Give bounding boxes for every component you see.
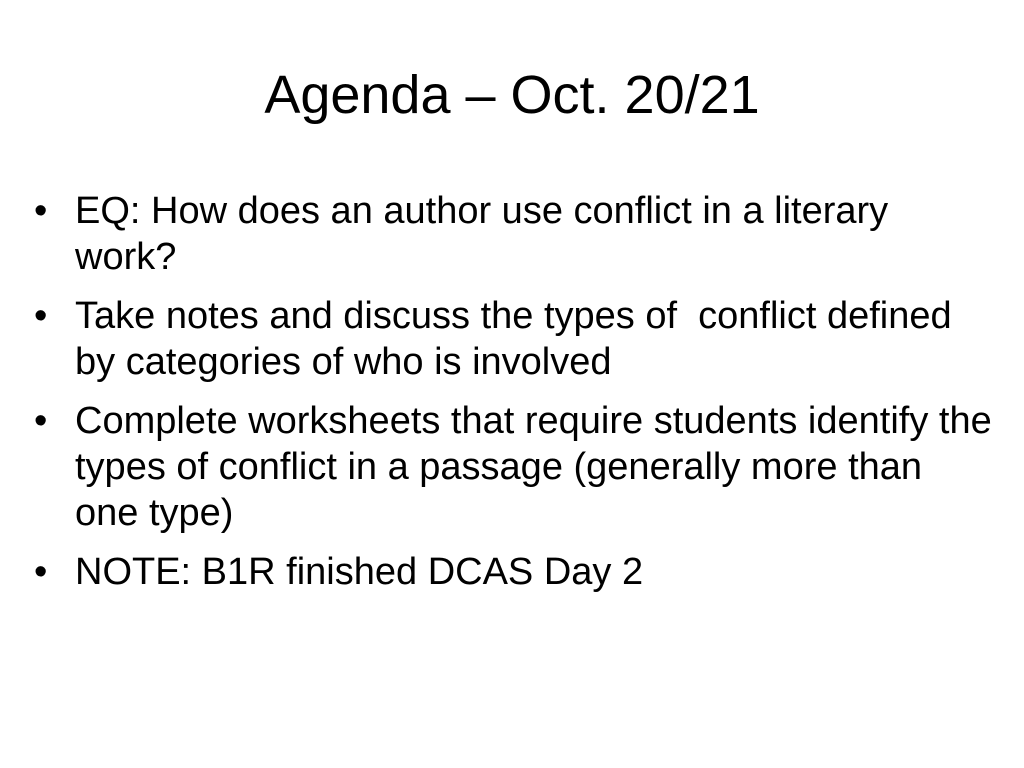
bullet-text: EQ: How does an author use conflict in a literary work? xyxy=(75,190,899,278)
bullet-item-note xyxy=(34,549,994,595)
bullet-dot-icon: • xyxy=(34,190,48,232)
bullet-item-worksheets xyxy=(34,398,1003,536)
bullet-item-notes xyxy=(34,293,994,385)
bullet-list xyxy=(34,188,1003,608)
bullet-dot-icon: • xyxy=(34,551,48,593)
bullet-dot-icon: • xyxy=(34,295,48,337)
bullet-item-eq xyxy=(34,188,994,280)
bullet-dot-icon: • xyxy=(34,400,48,442)
bullet-text: Take notes and discuss the types of conflict defined by categories of who is involved xyxy=(75,295,963,383)
slide-title: Agenda – Oct. 20/21 xyxy=(264,65,760,125)
bullet-text: Complete worksheets that require students identify the types of conflict in a passage (generally more than one type) xyxy=(75,400,1003,534)
bullet-text: NOTE: B1R finished DCAS Day 2 xyxy=(75,551,644,593)
